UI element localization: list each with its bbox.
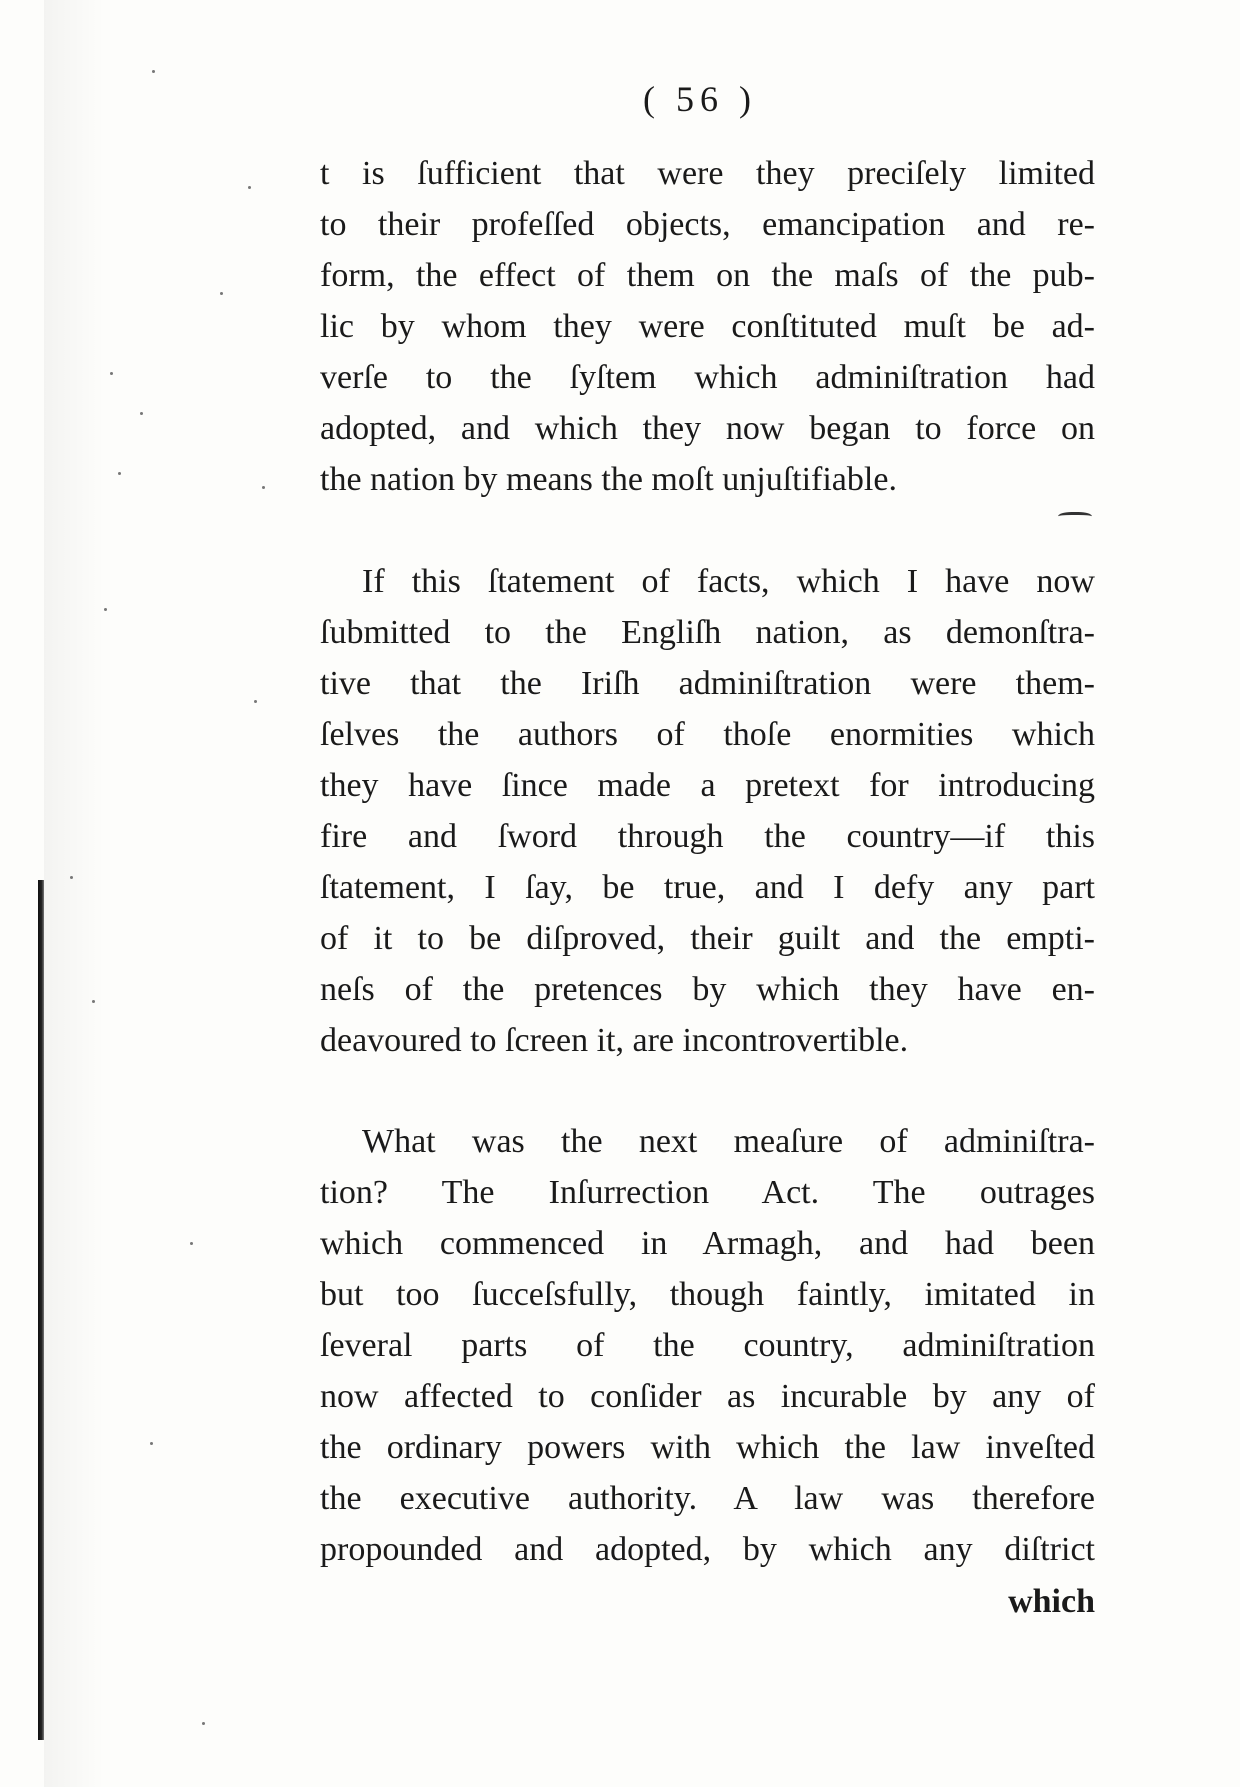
- text-line: the ordinary powers with which the law inveſted: [320, 1429, 1095, 1466]
- speck: [110, 372, 113, 375]
- text-line: ſeveral parts of the country, adminiſtration: [320, 1327, 1095, 1364]
- speck: [118, 472, 121, 475]
- text-line: What was the next meaſure of adminiſtra-: [362, 1123, 1095, 1160]
- speck: [70, 876, 73, 879]
- text-line: lic by whom they were conſtituted muſt be ad-: [320, 308, 1095, 345]
- text-line: which commenced in Armagh, and had been: [320, 1225, 1095, 1262]
- speck: [220, 292, 223, 295]
- speck: [104, 608, 107, 611]
- text-line: tion? The Inſurrection Act. The outrages: [320, 1174, 1095, 1211]
- text-line: fire and ſword through the country—if this: [320, 818, 1095, 855]
- text-line: adopted, and which they now began to force on: [320, 410, 1095, 447]
- text-line: neſs of the pretences by which they have en-: [320, 971, 1095, 1008]
- speck: [140, 412, 143, 415]
- text-line: the nation by means the moſt unjuſtifiable.: [320, 461, 897, 498]
- text-line: now affected to conſider as incurable by any of: [320, 1378, 1095, 1415]
- text-line: t is ſufficient that were they preciſely limited: [320, 155, 1095, 192]
- text-line: they have ſince made a pretext for introducing: [320, 767, 1095, 804]
- speck: [254, 700, 257, 703]
- text-line: of it to be diſproved, their guilt and the empti-: [320, 920, 1095, 957]
- text-line: ſelves the authors of thoſe enormities which: [320, 716, 1095, 753]
- ink-mark: [1058, 512, 1092, 523]
- binding-edge: [38, 880, 44, 1740]
- binding-shadow: [44, 0, 104, 1787]
- catchword: which: [1008, 1583, 1095, 1620]
- text-line: ſubmitted to the Engliſh nation, as demonſtra-: [320, 614, 1095, 651]
- speck: [92, 1000, 95, 1003]
- text-line: to their profeſſed objects, emancipation and re-: [320, 206, 1095, 243]
- speck: [152, 70, 155, 73]
- text-line: propounded and adopted, by which any diſtrict: [320, 1531, 1095, 1568]
- text-line: tive that the Iriſh adminiſtration were them-: [320, 665, 1095, 702]
- text-line: If this ſtatement of facts, which I have now: [362, 563, 1095, 600]
- text-line: verſe to the ſyſtem which adminiſtration had: [320, 359, 1095, 396]
- speck: [248, 186, 251, 189]
- speck: [262, 486, 265, 489]
- speck: [190, 1242, 193, 1245]
- speck: [202, 1722, 205, 1725]
- text-line: the executive authority. A law was therefore: [320, 1480, 1095, 1517]
- text-line: ſtatement, I ſay, be true, and I defy any part: [320, 869, 1095, 906]
- page-number: ( 56 ): [643, 79, 757, 119]
- speck: [150, 1442, 153, 1445]
- text-line: deavoured to ſcreen it, are incontrovertible.: [320, 1022, 909, 1059]
- text-line: but too ſucceſsfully, though faintly, imitated in: [320, 1276, 1095, 1313]
- text-line: form, the effect of them on the maſs of the pub-: [320, 257, 1095, 294]
